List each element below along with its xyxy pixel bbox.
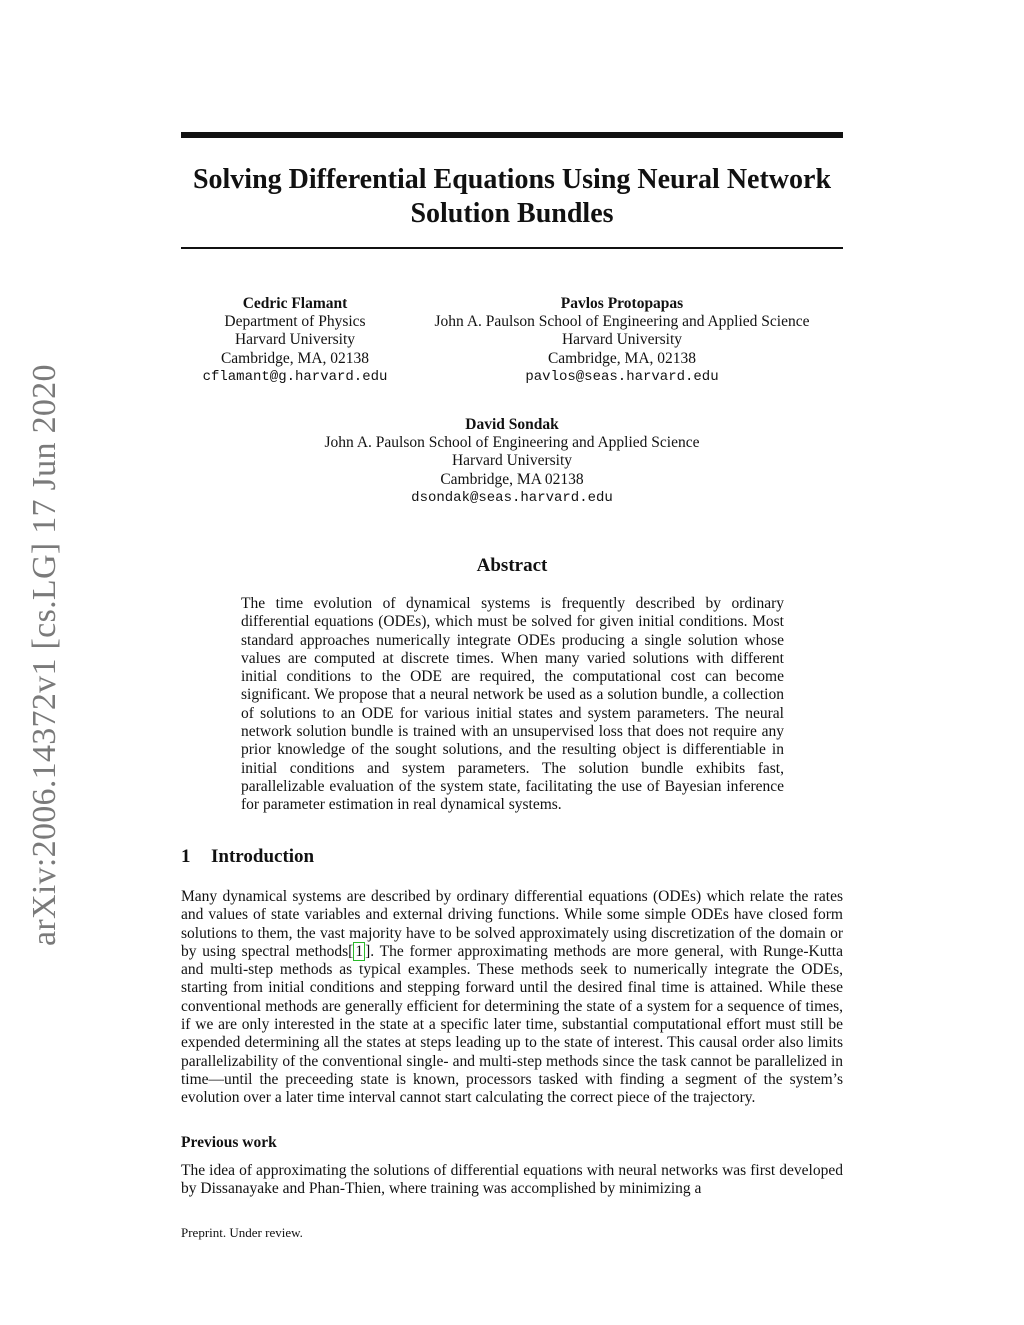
author-addr: Cambridge, MA, 02138 — [547, 349, 697, 367]
section-heading-introduction — [181, 846, 314, 868]
author-email: cflamant@g.harvard.edu — [202, 368, 388, 385]
title-line-1: Solving Differential Equations Using Neural Network — [192, 164, 832, 195]
paper-title — [181, 163, 843, 231]
author-univ: Harvard University — [561, 331, 683, 349]
previous-work-paragraph: The idea of approximating the solutions of differential equations with neural networks was first developed by Dissanayake and Phan-Thien, where training was accomplished by minimizing a — [181, 1162, 843, 1198]
intro-paragraph-1 — [181, 888, 843, 1108]
author-block-flamant — [181, 295, 409, 386]
author-univ: Harvard University — [451, 452, 573, 470]
author-block-sondak — [181, 416, 843, 507]
abstract-body: The time evolution of dynamical systems is frequently described by ordinary differential equations (ODEs), which must be solved for given initial conditions. Most standard approaches numerically integrate ODEs producing a single solution whose values are computed at discrete times. When many varied solutions with different initial conditions to the ODE are required, the computational cost can become significant. We propose that a neural network be used as a solution bundle, a collection of solutions to an ODE for various initial states and system parameters. The neural network solution bundle is trained with an unsupervised loss that does not require any prior knowledge of the sought solutions, and the resulting object is differentiable in initial conditions and system parameters. The solution bundle exhibits fast, parallelizable evaluation of the system state, facilitating the use of Bayesian inference for parameter estimation in real dynamical systems. — [241, 595, 784, 814]
title-bottom-rule — [181, 247, 843, 249]
section-title: Introduction — [211, 846, 315, 867]
author-name: Pavlos Protopapas — [560, 295, 684, 312]
author-email: pavlos@seas.harvard.edu — [525, 368, 719, 385]
author-addr: Cambridge, MA, 02138 — [220, 349, 370, 367]
title-line-2: Solution Bundles — [410, 198, 614, 229]
paragraph-text-after-citation: ]. The former approximating methods are more general, with Runge-Kutta and multi-step methods as typical examples. These methods seek to numerically integrate the ODEs, starting from initial conditions and stepping forward until the desired final time is attained. While these conventional methods are generally efficient for determining the state of a system for a sequence of times, if we are only interested in the state at a specific later time, substantial computational effort must still be expended determining all the states at steps leading up to the state of interest. This causal order also limits parallelizability of the conventional single- and multi-step methods since the task cannot be parallelized in time—until the preceeding state is known, processors tasked with finding a segment of the system’s evolution over a later time interval cannot start calculating the correct piece of the trajectory. — [181, 942, 843, 1107]
author-dept: John A. Paulson School of Engineering and Applied Science — [434, 313, 810, 331]
author-dept: Department of Physics — [224, 313, 366, 331]
author-block-protopapas — [410, 295, 834, 386]
author-name: Cedric Flamant — [242, 295, 348, 312]
author-univ: Harvard University — [234, 331, 356, 349]
author-email: dsondak@seas.harvard.edu — [411, 489, 613, 506]
abstract-heading: Abstract — [476, 555, 548, 576]
subheading-previous-work: Previous work — [181, 1134, 277, 1151]
arxiv-sidebar-stamp: arXiv:2006.14372v1 [cs.LG] 17 Jun 2020 — [26, 364, 63, 946]
section-number: 1 — [181, 846, 191, 867]
author-name: David Sondak — [465, 416, 559, 433]
paragraph-text-before-citation: Many dynamical systems are described by ordinary differential equations (ODEs) which relate the rates and values of state variables and external driving functions. While some simple ODEs have closed form solutions to them, the vast majority have to be solved approximately using discretization of the domain or by using spectral methods[ — [181, 888, 843, 960]
author-addr: Cambridge, MA 02138 — [440, 470, 584, 488]
citation-link-1[interactable]: 1 — [355, 942, 364, 960]
author-dept: John A. Paulson School of Engineering and Applied Science — [324, 434, 700, 452]
footer-note: Preprint. Under review. — [181, 1225, 303, 1240]
title-top-rule — [181, 132, 843, 138]
